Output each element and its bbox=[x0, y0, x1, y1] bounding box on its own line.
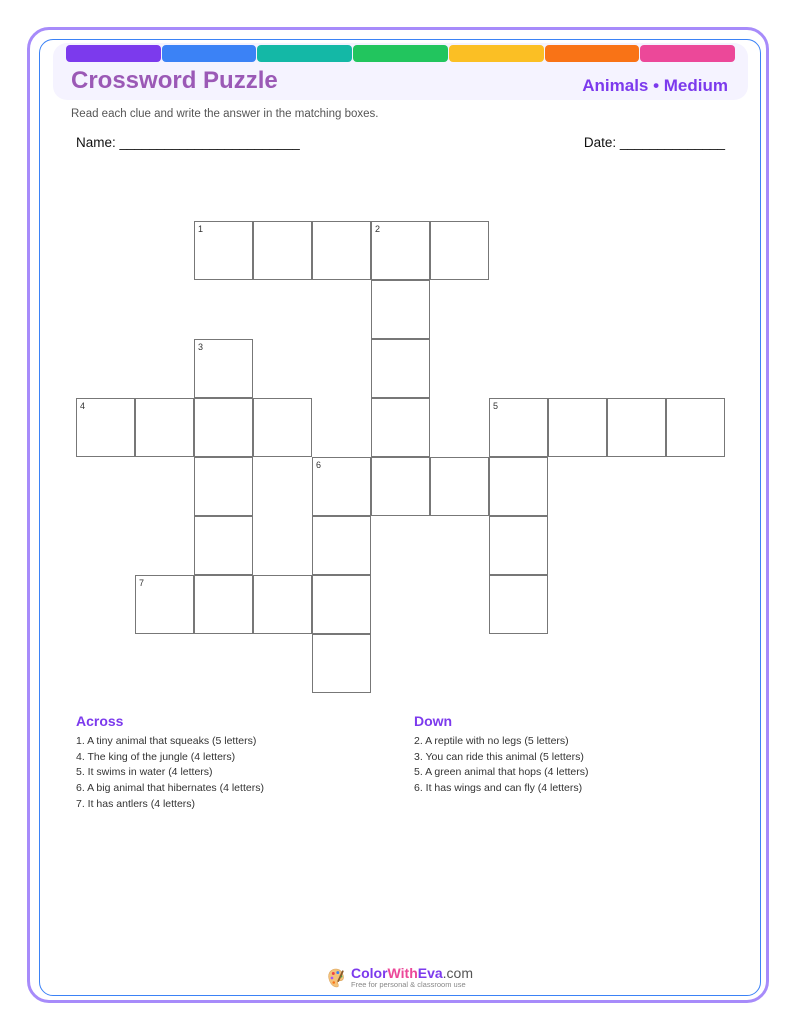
topic-difficulty-label: Animals • Medium bbox=[582, 76, 728, 95]
across-heading: Across bbox=[76, 713, 124, 729]
crossword-cell[interactable] bbox=[666, 398, 725, 457]
crossword-cell[interactable] bbox=[135, 575, 194, 634]
color-bar-segment bbox=[449, 45, 544, 62]
crossword-cell[interactable] bbox=[371, 221, 430, 280]
crossword-cell[interactable] bbox=[253, 221, 312, 280]
crossword-cell[interactable] bbox=[194, 516, 253, 575]
crossword-cell[interactable] bbox=[371, 457, 430, 516]
crossword-cell[interactable] bbox=[194, 575, 253, 634]
crossword-cell[interactable] bbox=[371, 280, 430, 339]
instructions-text: Read each clue and write the answer in the matching boxes. bbox=[71, 108, 379, 120]
brand-domain: .com bbox=[442, 965, 474, 981]
footer bbox=[0, 966, 800, 993]
crossword-cell[interactable] bbox=[489, 457, 548, 516]
crossword-cell[interactable] bbox=[489, 516, 548, 575]
date-field[interactable]: Date: ______________ bbox=[583, 135, 725, 150]
crossword-cell[interactable] bbox=[135, 398, 194, 457]
clue-number: 6 bbox=[316, 460, 322, 470]
across-clues bbox=[76, 713, 264, 813]
crossword-cell[interactable] bbox=[194, 339, 253, 398]
crossword-cell[interactable] bbox=[312, 516, 371, 575]
down-heading: Down bbox=[414, 713, 453, 729]
crossword-cell[interactable] bbox=[194, 457, 253, 516]
clue-across-7: 7. It has antlers (4 letters) bbox=[76, 797, 196, 810]
clue-number: 3 bbox=[198, 342, 204, 352]
crossword-cell[interactable] bbox=[194, 398, 253, 457]
crossword-cell[interactable] bbox=[312, 457, 371, 516]
crossword-cell[interactable] bbox=[312, 575, 371, 634]
brand-logo bbox=[351, 966, 473, 980]
clue-number: 7 bbox=[139, 578, 145, 588]
clue-number: 5 bbox=[493, 401, 499, 411]
crossword-cell[interactable] bbox=[312, 634, 371, 693]
crossword-cell[interactable] bbox=[253, 575, 312, 634]
page-title: Crossword Puzzle bbox=[71, 67, 278, 94]
crossword-cell[interactable] bbox=[371, 398, 430, 457]
crossword-cell[interactable] bbox=[430, 221, 489, 280]
clue-down-6: 6. It has wings and can fly (4 letters) bbox=[414, 782, 583, 795]
clue-down-2: 2. A reptile with no legs (5 letters) bbox=[414, 735, 569, 747]
clue-down-5: 5. A green animal that hops (4 letters) bbox=[414, 766, 589, 779]
down-clues bbox=[414, 713, 589, 797]
crossword-cell[interactable] bbox=[489, 398, 548, 457]
crossword-cell[interactable] bbox=[430, 457, 489, 516]
brand-color: Color bbox=[350, 965, 388, 981]
crossword-cell[interactable] bbox=[371, 339, 430, 398]
crossword-cell[interactable] bbox=[548, 398, 607, 457]
clue-across-1: 1. A tiny animal that squeaks (5 letters) bbox=[76, 735, 257, 747]
color-bar-segment bbox=[162, 45, 257, 62]
clue-number: 4 bbox=[80, 401, 86, 411]
palette-icon bbox=[327, 968, 345, 988]
clue-number: 2 bbox=[375, 224, 381, 234]
crossword-cell[interactable] bbox=[253, 398, 312, 457]
color-bar-segment bbox=[545, 45, 640, 62]
footer-tagline: Free for personal & classroom use bbox=[350, 980, 466, 989]
crossword-cell[interactable] bbox=[607, 398, 666, 457]
clue-across-6: 6. A big animal that hibernates (4 letters) bbox=[76, 782, 264, 795]
crossword-cell[interactable] bbox=[489, 575, 548, 634]
color-bar-segment bbox=[257, 45, 352, 62]
clue-number: 1 bbox=[198, 224, 204, 234]
brand-eva: Eva bbox=[417, 965, 443, 981]
clue-down-3: 3. You can ride this animal (5 letters) bbox=[414, 750, 584, 763]
name-field[interactable]: Name: ________________________ bbox=[76, 135, 300, 150]
crossword-cell[interactable] bbox=[194, 221, 253, 280]
inner-page-border bbox=[39, 39, 761, 996]
crossword-cell[interactable] bbox=[76, 398, 135, 457]
color-bar-segment bbox=[353, 45, 448, 62]
color-bar-segment bbox=[66, 45, 161, 62]
clue-across-4: 4. The king of the jungle (4 letters) bbox=[76, 750, 236, 763]
color-bar-segment bbox=[640, 45, 735, 62]
brand-with: With bbox=[387, 965, 418, 981]
crossword-cell[interactable] bbox=[312, 221, 371, 280]
clue-across-5: 5. It swims in water (4 letters) bbox=[76, 766, 213, 779]
